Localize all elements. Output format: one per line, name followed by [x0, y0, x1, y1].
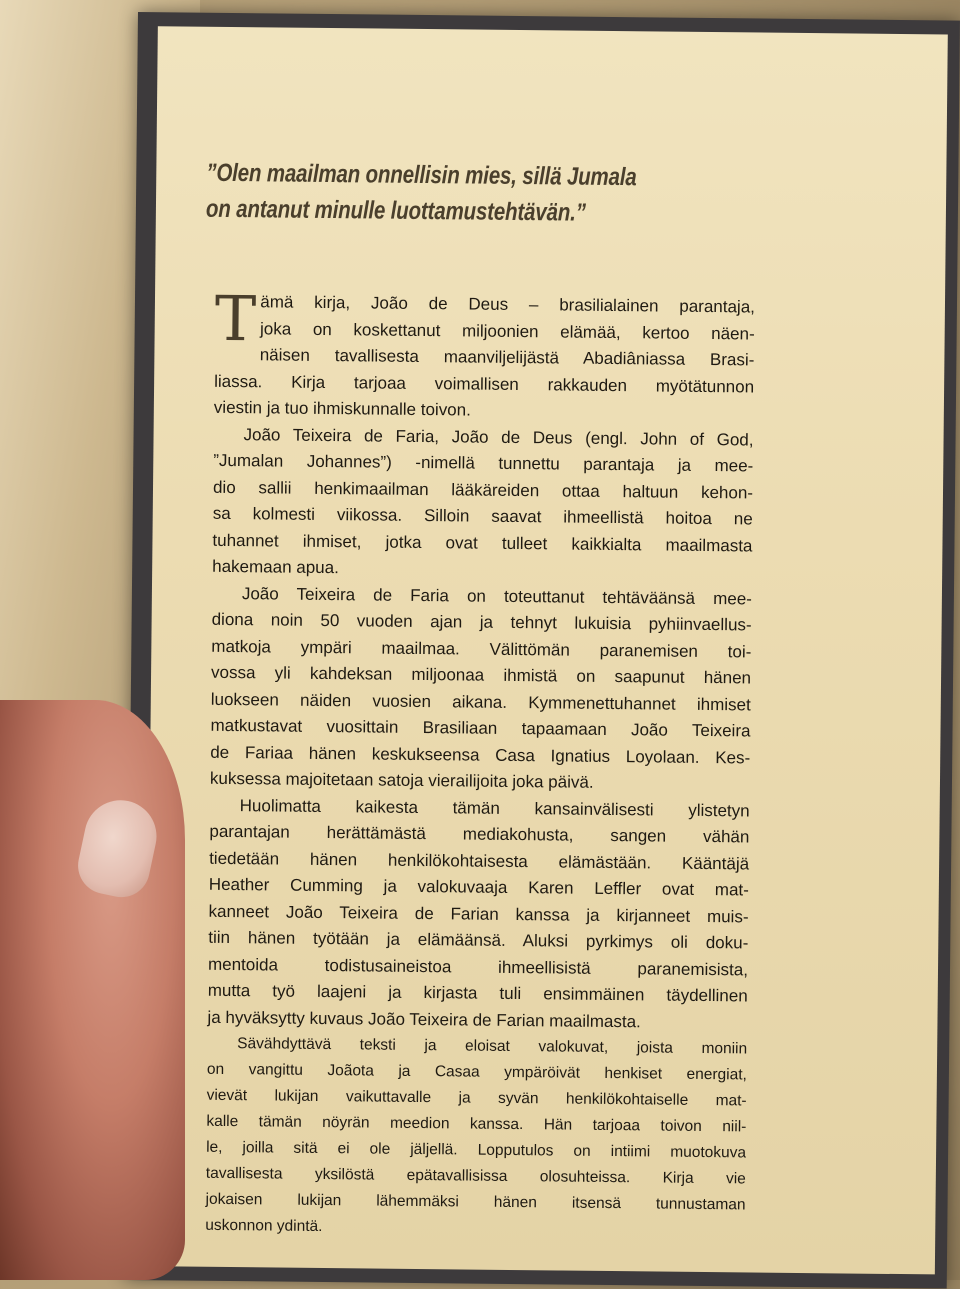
text-line: jokaisen lukijan lähemmäksi hänen itsensä tunnustaman	[205, 1190, 746, 1214]
text-line: Sävähdyttävä teksti ja eloisat valokuvat, joista moniin	[237, 1035, 748, 1058]
text-line: João Teixeira de Faria on toteuttanut tehtäväänsä mee-	[241, 583, 752, 608]
text-line: hakemaan apua.	[212, 556, 339, 578]
blurb-text	[205, 281, 756, 1245]
text-line: tiedetään hänen henkilökohtaisesta elämästään. Kääntäjä	[209, 848, 750, 873]
text-line: kanneet João Teixeira de Farian kanssa ja kirjanneet muis-	[208, 901, 749, 926]
text-line: sa kolmesti viikossa. Silloin saavat ihmeellistä hoitoa ne	[212, 503, 753, 529]
drop-cap: T	[214, 281, 257, 356]
text-line: Huolimatta kaikesta tämän kansainvälisesti ylistetyn	[239, 795, 750, 820]
text-line: luokseen näiden vuosien aikana. Kymmenettuhannet ihmiset	[210, 689, 751, 714]
text-line: uskonnon ydintä.	[205, 1216, 323, 1235]
paragraph-3	[210, 580, 752, 798]
text-line: liassa. Kirja tarjoaa voimallisen rakkauden myötätunnon	[214, 371, 755, 396]
paragraph-1	[213, 281, 756, 427]
pull-quote	[206, 155, 666, 232]
text-line: parantajan herättämästä mediakohusta, sangen vähän	[209, 821, 750, 847]
text-line: le, joilla sitä ei ole jäljellä. Lopputulos on intiimi muotokuva	[206, 1138, 747, 1162]
text-line: kalle tämän nöyrän meedion kanssa. Hän tarjoaa toivon niil-	[206, 1112, 747, 1136]
text-line: ”Jumalan Johannes”) -nimellä tunnettu parantaja ja mee-	[213, 450, 754, 476]
text-line: kuksessa majoitetaan satoja vierailijoita joka päivä.	[209, 768, 594, 792]
quote-line-1: ”Olen maailman onnellisin mies, sillä Jumala	[206, 158, 637, 192]
paragraph-4	[207, 792, 749, 1036]
text-line: de Fariaa hänen keskukseensa Casa Ignatius Loyolaan. Kes-	[210, 742, 751, 767]
text-line: João Teixeira de Faria, João de Deus (engl. John of God,	[243, 424, 754, 449]
text-line: mentoida todistusaineistoa ihmeellisistä paranemisista,	[207, 954, 749, 979]
text-line: tiin hänen työtään ja elämäänsä. Aluksi pyrkimys oli doku-	[208, 927, 749, 953]
text-line: näisen tavallisesta maanviljelijästä Abadiâniassa Brasi-	[259, 345, 755, 370]
paragraph-5	[205, 1031, 747, 1245]
text-line: ämä kirja, João de Deus – brasilialainen parantaja,	[260, 292, 756, 317]
text-line: vievät lukijan vaikuttavalle ja syvän henkilökohtaiselle mat-	[206, 1086, 747, 1110]
text-line: tavallisesta yksilöstä epätavallisissa olosuhteissa. Kirja vie	[205, 1164, 746, 1188]
text-line: matkoja ympäri maailmaa. Välittömän paranemisen toi-	[211, 636, 752, 661]
paragraph-2	[212, 421, 754, 586]
text-line: mutta työ laajeni ja kirjasta tuli ensimmäinen täydellinen	[207, 980, 748, 1006]
text-line: on vangittu Joãota ja Casaa ympäröivät henkiset energiat,	[206, 1060, 747, 1084]
text-line: diona noin 50 vuoden ajan ja tehnyt lukuisia pyhiinvaellus-	[211, 609, 752, 635]
text-line: joka on koskettanut miljoonien elämää, kertoo näen-	[259, 318, 755, 343]
text-line: ja hyväksytty kuvaus João Teixeira de Farian maailmasta.	[207, 1007, 641, 1031]
quote-line-2: on antanut minulle luottamustehtävän.”	[205, 194, 586, 227]
cover-page	[145, 26, 948, 1274]
text-line: viestin ja tuo ihmiskunnalle toivon.	[213, 397, 471, 420]
holding-thumb	[0, 700, 185, 1280]
book-back-cover	[125, 12, 960, 1289]
text-line: matkustavat vuosittain Brasiliaan tapaamaan João Teixeira	[210, 715, 751, 741]
text-line: tuhannet ihmiset, jotka ovat tulleet kaikkialta maailmasta	[212, 530, 753, 555]
text-line: vossa yli kahdeksan miljoonaa ihmistä on saapunut hänen	[210, 662, 752, 688]
text-line: dio sallii henkimaailman lääkäreiden ottaa haltuun kehon-	[212, 477, 754, 502]
text-line: Heather Cumming ja valokuvaaja Karen Leffler ovat mat-	[208, 874, 749, 900]
